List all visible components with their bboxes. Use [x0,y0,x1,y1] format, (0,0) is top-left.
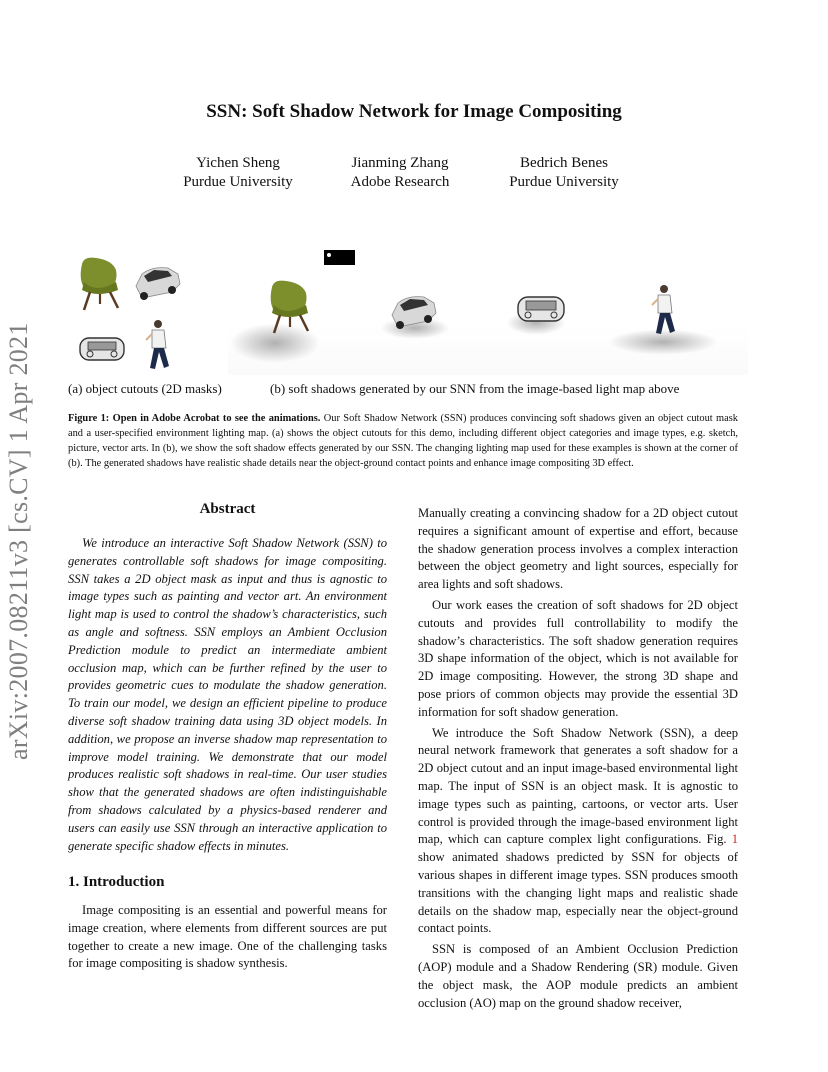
right-column [418,505,738,1012]
caption-label: Figure 1: [68,413,110,424]
abstract-body [68,535,387,855]
subcaption-a: (a) object cutouts (2D masks) [68,381,222,396]
chair-result-icon [271,281,308,333]
figure-1a-object-cutouts [72,252,192,377]
author-affiliation: Purdue University [183,174,293,190]
abstract-heading: Abstract [199,501,256,517]
right-paragraph-1: Manually creating a convincing shadow for a 2D object cutout requires a significant amount of expertise and effort, because the shadow generation process involves a complex interaction between the object geometry and light sources, especially for area lights and soft shadows. [418,506,738,592]
chair-cutout-icon [81,258,118,310]
right-paragraph-4: SSN is composed of an Ambient Occlusion Prediction (AOP) module and a Shadow Rendering (SR) module. Given the object mask, the AOP module predicts an ambient occlusion (AO) map on the ground shadow receiver, [418,942,738,1010]
person-result-icon [652,285,675,334]
introduction-paragraph: Image compositing is an essential and powerful means for image creation, where elements from different sources are put together to create a new image. One of the challenging tasks for image compositing is shadow synthesis. [68,903,387,971]
author-1 [148,154,328,192]
light-source-dot [327,253,331,257]
subcaption-b: (b) soft shadows generated by our SNN from the image-based light map above [270,381,680,396]
abstract-paragraph: We introduce an interactive Soft Shadow Network (SSN) to generates controllable soft shadows for image compositing. SSN takes a 2D object mask as input and thus is agnostic to image types such as painting and vector art. An environment light map is used to control the shadow’s characteristics, such as angle and softness. SSN employs an Ambient Occlusion Prediction module to predict an intermediate ambient occlusion map, which can be further refined by the user to provides geometric cues to modulate the shadow generation. To train our model, we design an efficient pipeline to produce diverse soft shadow training data using 3D object models. In addition, we propose an inverse shadow map representation to improve model training. We demonstrate that our model produces realistic soft shadows in real-time. Our user studies show that the generated shadows are often indistinguishable from shadows calculated by a physics-based renderer and users can easily use SSN through an interactive application to generate specific shadow effects in minutes. [68,536,387,853]
author-name: Yichen Sheng [196,155,280,171]
author-3 [474,154,654,192]
author-affiliation: Purdue University [509,174,619,190]
figure-caption [68,411,738,471]
light-map-thumbnail [324,250,355,266]
p3-text-after: show animated shadows predicted by SSN for objects of various shapes in different image types. SSN produces smooth transitions with the changing light maps and realistic shade details on the shadow map, especially near the object-ground contact points. [418,850,738,936]
figure-reference-link[interactable]: 1 [731,832,738,847]
author-2 [310,154,490,192]
author-affiliation: Adobe Research [350,174,450,190]
author-name: Jianming Zhang [351,155,449,171]
caption-bold: Open in Adobe Acrobat to see the animations. [112,413,321,424]
p3-text-before: We introduce the Soft Shadow Network (SSN), a deep neural network framework that generates a soft shadow for a 2D object cutout and an input image-based environmental light map. The input of SSN is an object mask. It is agnostic to image types such as painting, cartoons, or vector arts. User control is provided through the image-based environment light map, which can capture complex light configurations. Fig. [418,725,738,847]
person-cutout-icon [146,320,169,369]
right-paragraph-2: Our work eases the creation of soft shadows for 2D object cutouts and provides full controllability to modify the shadow’s characteristics. The soft shadow generation requires 3D shape information of the object, which is not available for 2D image compositing. However, the strong 3D shape and pose priors of common objects may provide the essential 3D information for soft shadow generation. [418,597,738,719]
caption-text: Our Soft Shadow Network (SSN) produces convincing soft shadows given an object cutout mask and a user-specified environment lighting map. (a) shows the object cutouts for this demo, including different object categories and image types, e.g. sketch, picture, vector arts. In (b), we show the soft shadow effects generated by our SSN. The changing lighting map used for these examples is shown at the corner of (b). The generated shadows have realistic shade details near the object-ground contact points and enhance image compositing 3D effect. [68,413,738,469]
radio-cutout-icon [80,338,124,360]
paper-title: SSN: Soft Shadow Network for Image Compositing [206,101,622,122]
introduction-body [68,902,387,973]
right-paragraph-3 [418,725,738,939]
introduction-heading: 1. Introduction [68,874,165,890]
car-cutout-icon [136,268,180,300]
radio-result-icon [518,297,564,321]
author-name: Bedrich Benes [520,155,608,171]
arxiv-identifier: arXiv:2007.08211v3 [cs.CV] 1 Apr 2021 [4,322,33,760]
figure-1b-objects [228,265,748,375]
car-result-icon [392,297,436,329]
